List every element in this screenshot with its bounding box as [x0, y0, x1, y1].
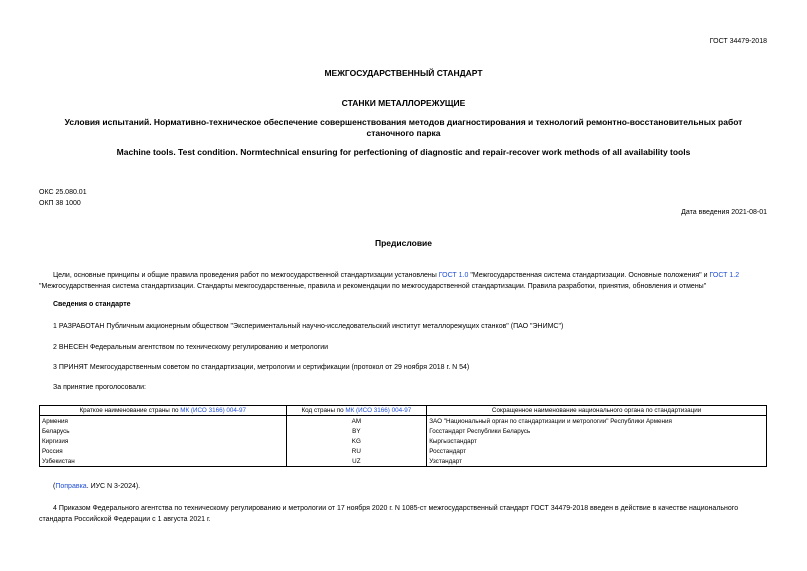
- national-body-header: Сокращенное наименование национального органа по стандартизации: [427, 406, 767, 416]
- country-name-header: [40, 406, 287, 416]
- submitted-by-item: 2 ВНЕСЕН Федеральным агентством по техническому регулированию и метрологии: [53, 344, 329, 351]
- preface-text-b: "Межгосударственная система стандартизации. Основные положения" и: [468, 272, 710, 279]
- country-cell: Узбекистан: [40, 456, 287, 467]
- order-paragraph: 4 Приказом Федерального агентства по техническому регулированию и метрологии от 17 ноября 2020 г. N 1085-ст межгосударственный стандарт ГОСТ 34479-2018 введен в действие в качестве национального стандарта Российской Федерации с 1 августа 2021 г.: [39, 505, 739, 523]
- mk-iso-link[interactable]: МК (ИСО 3166) 004-97: [345, 407, 412, 414]
- standard-info-heading: Сведения о стандарте: [53, 301, 131, 308]
- country-code-header: [286, 406, 427, 416]
- title-russian: Условия испытаний. Нормативно-техническое обеспечение совершенствования методов диагностирования и технологий ремонтно-восстановительных работ станочного парка: [64, 117, 743, 138]
- table-row: [40, 456, 767, 467]
- gost-1-0-link[interactable]: ГОСТ 1.0: [438, 272, 469, 279]
- code-cell: AM: [286, 416, 427, 427]
- title-english: Machine tools. Test condition. Normtechnical ensuring for perfectioning of diagnostic and repair-recover work methods of all availability tools: [116, 147, 691, 157]
- amendment-rest: . ИУС N 3-2024).: [86, 483, 141, 490]
- table-row: [40, 426, 767, 436]
- document-number: ГОСТ 34479-2018: [709, 38, 767, 45]
- table-row: [40, 446, 767, 456]
- gost-1-2-link[interactable]: ГОСТ 1.2: [709, 272, 740, 279]
- body-cell: Узстандарт: [427, 456, 767, 467]
- table-header-row: [40, 406, 767, 416]
- country-name-header-text: Краткое наименование страны по: [79, 407, 181, 414]
- code-cell: BY: [286, 426, 427, 436]
- country-cell: Беларусь: [40, 426, 287, 436]
- table-row: [40, 436, 767, 446]
- adopted-by-item: 3 ПРИНЯТ Межгосударственным советом по стандартизации, метрологии и сертификации (протокол от 29 ноября 2018 г. N 54): [53, 364, 470, 371]
- code-cell: UZ: [286, 456, 427, 467]
- country-code-header-text: Код страны по: [301, 407, 346, 414]
- standard-type-heading: МЕЖГОСУДАРСТВЕННЫЙ СТАНДАРТ: [324, 68, 483, 78]
- preface-text-a: Цели, основные принципы и общие правила проведения работ по межгосударственной стандартизации установлены: [53, 272, 439, 279]
- country-cell: Армения: [40, 416, 287, 427]
- developed-by-item: 1 РАЗРАБОТАН Публичным акционерным обществом "Экспериментальный научно-исследовательский институт металлорежущих станков" (ПАО "ЭНИМС"): [53, 323, 564, 330]
- amendment-link[interactable]: Поправка: [55, 483, 87, 490]
- body-cell: Кыргызстандарт: [427, 436, 767, 446]
- subject-heading: СТАНКИ МЕТАЛЛОРЕЖУЩИЕ: [341, 98, 466, 108]
- introduction-date: Дата введения 2021-08-01: [681, 209, 767, 216]
- country-cell: Россия: [40, 446, 287, 456]
- mk-iso-link[interactable]: МК (ИСО 3166) 004-97: [180, 407, 247, 414]
- preface-text-c: "Межгосударственная система стандартизации. Стандарты межгосударственные, правила и рекомендации по межгосударственной стандартизации. Правила разработки, принятия, обновления и отмены": [39, 283, 707, 290]
- body-cell: Росстандарт: [427, 446, 767, 456]
- voting-countries-table: [39, 405, 767, 467]
- code-cell: RU: [286, 446, 427, 456]
- oks-code: ОКС 25.080.01: [39, 189, 87, 196]
- country-cell: Киргизия: [40, 436, 287, 446]
- table-row: [40, 416, 767, 427]
- amendment-open: (: [53, 483, 56, 490]
- preface-heading: Предисловие: [374, 238, 433, 248]
- classification-codes: [39, 187, 87, 209]
- voted-for-label: За принятие проголосовали:: [53, 384, 146, 391]
- amendment-note: [53, 483, 140, 490]
- body-cell: ЗАО "Национальный орган по стандартизации и метрологии" Республики Армения: [427, 416, 767, 427]
- okp-code: ОКП 38 1000: [39, 200, 81, 207]
- preface-paragraph: [39, 270, 769, 292]
- code-cell: KG: [286, 436, 427, 446]
- body-cell: Госстандарт Республики Беларусь: [427, 426, 767, 436]
